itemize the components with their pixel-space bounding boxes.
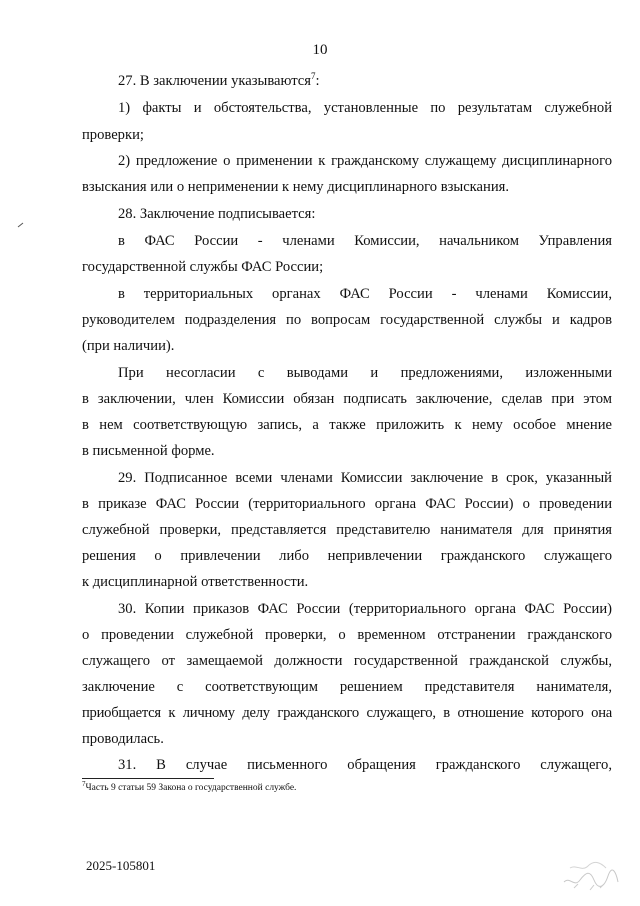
text-line: заключение с соответствующим решением представителя нанимателя, xyxy=(82,679,612,695)
item-30-heading: 30. Копии приказов ФАС России (территориального органа ФАС России) xyxy=(118,601,612,617)
text-line: (при наличии). xyxy=(82,338,175,354)
text-line: в нем соответствующую запись, а также приложить к нему особое мнение xyxy=(82,417,612,433)
text-line: в приказе ФАС России (территориального органа ФАС России) о проведении xyxy=(82,496,612,512)
item-27-heading: 27. В заключении указываются$^7$: xyxy=(118,71,320,89)
text-line: в ФАС России - членами Комиссии, начальником Управления xyxy=(118,233,612,249)
footnote: $^7$Часть 9 статьи 59 Закона о государственной службе. xyxy=(82,780,297,793)
text-line: руководителем подразделения по вопросам государственной службы и кадров xyxy=(82,312,612,328)
text-line: приобщается к личному делу гражданского служащего, в отношение которого она xyxy=(82,705,612,721)
text-line: служебной проверки, представляется представителю нанимателя для принятия xyxy=(82,522,612,538)
text-line: проводилась. xyxy=(82,731,164,747)
item-31-heading: 31. В случае письменного обращения гражданского служащего, xyxy=(118,757,612,773)
text-line: 2) предложение о применении к гражданскому служащему дисциплинарного xyxy=(118,153,612,169)
text-line: 1) факты и обстоятельства, установленные по результатам служебной xyxy=(118,100,612,116)
margin-mark xyxy=(17,222,25,228)
footnote-divider xyxy=(82,778,214,779)
text-line: в письменной форме. xyxy=(82,443,215,459)
page-number: 10 xyxy=(312,42,328,58)
text-line: о проведении служебной проверки, о временном отстранении гражданского xyxy=(82,627,612,643)
text-line: служащего от замещаемой должности государственной гражданской службы, xyxy=(82,653,612,669)
text-line: взыскания или о неприменении к нему дисциплинарного взыскания. xyxy=(82,179,510,195)
item-28-heading: 28. Заключение подписывается: xyxy=(118,206,316,222)
text-line: При несогласии с выводами и предложениями, изложенными xyxy=(118,365,612,381)
item-29-heading: 29. Подписанное всеми членами Комиссии заключение в срок, указанный xyxy=(118,470,612,486)
text-line: в территориальных органах ФАС России - членами Комиссии, xyxy=(118,286,612,302)
text-line: государственной службы ФАС России; xyxy=(82,259,324,275)
text-line: к дисциплинарной ответственности. xyxy=(82,574,309,590)
text-line: в заключении, член Комиссии обязан подписать заключение, сделав при этом xyxy=(82,391,612,407)
text-line: проверки; xyxy=(82,127,144,143)
text-line: решения о привлечении либо непривлечении гражданского служащего xyxy=(82,548,612,564)
footnote-ref: 7 xyxy=(310,71,316,81)
stamp-mark xyxy=(560,858,620,894)
document-id: 2025-105801 xyxy=(86,858,156,873)
